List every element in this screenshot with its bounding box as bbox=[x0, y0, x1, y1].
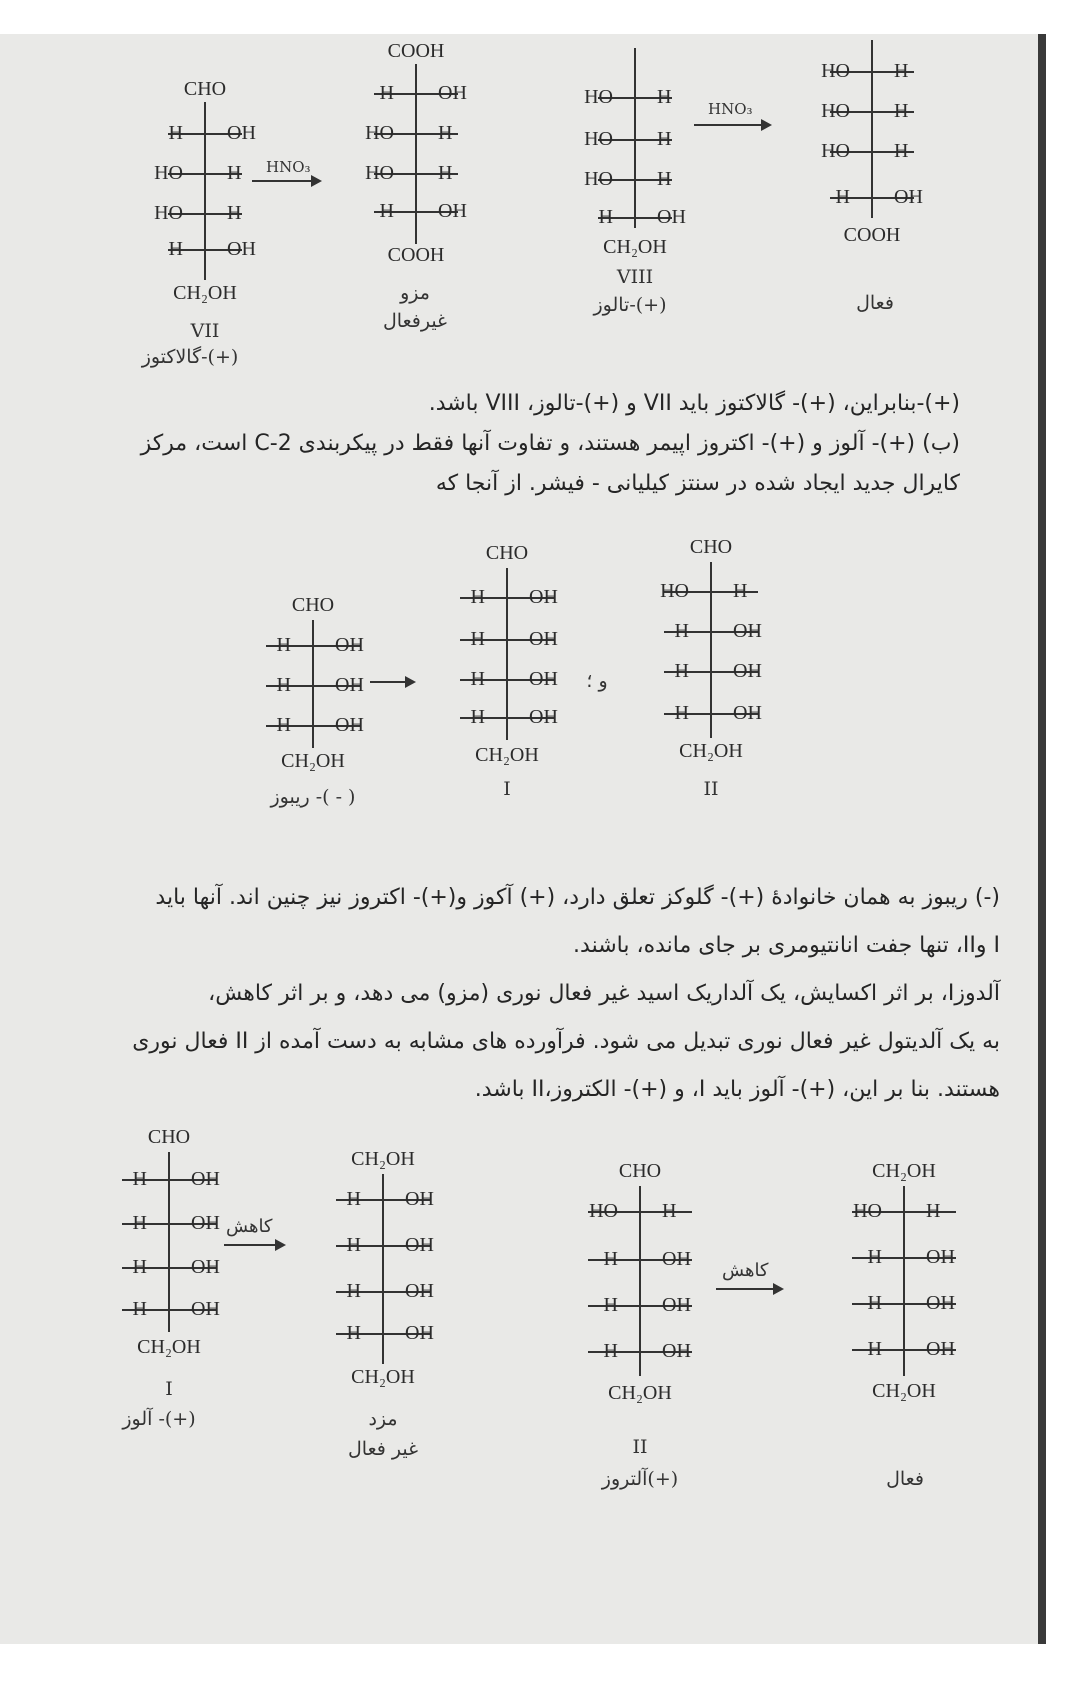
fischer-row: HO H bbox=[346, 162, 486, 186]
galactose-label: (+)-گالاکتوز bbox=[141, 346, 239, 368]
text-line: (+)-بنابراین، (+)- گالاکتوز باید VII و (+)-تالوز، VIII باشد. bbox=[428, 391, 960, 416]
fischer-row: H OH bbox=[168, 122, 256, 144]
numeral-i: I bbox=[503, 778, 511, 800]
fischer-row: HO H bbox=[802, 60, 942, 84]
fischer-row: H OH bbox=[636, 660, 786, 684]
top-group: COOH bbox=[387, 40, 445, 62]
fischer-row: HO H bbox=[802, 140, 942, 164]
fischer-row: H OH bbox=[432, 628, 582, 652]
reaction-arrow bbox=[224, 1244, 284, 1246]
reaction-arrow bbox=[252, 180, 320, 182]
fischer-active-acid bbox=[802, 40, 942, 270]
bottom-group: CH₂OH bbox=[281, 750, 345, 772]
paragraph-2 bbox=[40, 874, 1000, 1114]
fischer-row: H OH bbox=[94, 1168, 244, 1192]
bottom-group: CH₂OH bbox=[608, 1382, 672, 1404]
fischer-row: H OH bbox=[824, 1338, 984, 1362]
numeral-vii: VII bbox=[190, 320, 220, 342]
top-group: CHO bbox=[485, 542, 529, 564]
text-line: به یک آلدیتول غیر فعال نوری تبدیل می شود. فرآورده های مشابه به دست آمده از II فعال نوری bbox=[132, 1029, 1000, 1054]
fischer-row: HO H bbox=[584, 86, 672, 108]
fischer-row: H OH bbox=[432, 668, 582, 692]
fischer-row: H OH bbox=[308, 1280, 458, 1304]
bottom-group: CH₂OH bbox=[351, 1366, 415, 1388]
numeral-viii: VIII bbox=[616, 266, 654, 288]
bottom-group: COOH bbox=[843, 224, 901, 246]
bottom-group: CH₂OH bbox=[137, 1336, 201, 1358]
top-group: CHO bbox=[183, 78, 227, 100]
top-group: CH₂OH bbox=[872, 1160, 936, 1182]
fischer-row: HO H bbox=[346, 122, 486, 146]
fischer-row: H OH bbox=[824, 1292, 984, 1316]
top-group: CHO bbox=[291, 594, 335, 616]
fischer-structure-ii bbox=[636, 536, 786, 776]
arrow-label: کاهش bbox=[722, 1260, 769, 1281]
fischer-row: HO H bbox=[636, 580, 786, 604]
fischer-row: H OH bbox=[636, 620, 786, 644]
bottom-group: CH₂OH bbox=[603, 236, 667, 258]
fischer-row: H OH bbox=[168, 238, 256, 260]
top-group: CHO bbox=[147, 1126, 191, 1148]
fischer-row: H OH bbox=[238, 674, 388, 698]
fischer-meso-acid bbox=[346, 40, 486, 280]
top-group: CHO bbox=[689, 536, 733, 558]
reaction-arrow bbox=[370, 681, 414, 683]
fischer-row: H OH bbox=[598, 206, 686, 228]
book-page bbox=[0, 34, 1046, 1644]
numeral-ii: II bbox=[703, 778, 719, 800]
fischer-row: H OH bbox=[94, 1212, 244, 1236]
fischer-row: HO H bbox=[802, 100, 942, 124]
top-group: CHO bbox=[618, 1160, 662, 1182]
bottom-group: CH₂OH bbox=[475, 744, 539, 766]
ribose-label: ( - )- ریبوز bbox=[270, 786, 356, 808]
bottom-group: COOH bbox=[387, 244, 445, 266]
fischer-ribose bbox=[238, 594, 388, 784]
fischer-row: HO H bbox=[584, 168, 672, 190]
active-label: فعال bbox=[856, 292, 894, 314]
text-line: I وII، تنها جفت انانتیومری بر جای مانده، باشند. bbox=[573, 933, 1000, 958]
text-line: (-) ریبوز به همان خانوادهٔ (+)- گلوکز تعلق دارد، (+) آکوز و(+)- اکتروز نیز چنین اند. آنها باید bbox=[155, 885, 1000, 910]
fischer-structure-i bbox=[432, 542, 582, 782]
bottom-group: CH₂OH bbox=[872, 1380, 936, 1402]
fischer-galactose bbox=[140, 78, 270, 318]
paragraph-1 bbox=[60, 384, 960, 504]
arrow-label: HNO₃ bbox=[708, 100, 753, 118]
active-label: فعال bbox=[886, 1468, 924, 1490]
fischer-row: HO H bbox=[154, 202, 242, 224]
fischer-row: H OH bbox=[94, 1298, 244, 1322]
fischer-row: H OH bbox=[432, 586, 582, 610]
arrow-label: HNO₃ bbox=[266, 158, 311, 176]
fischer-row: HO H bbox=[584, 128, 672, 150]
top-group: CH₂OH bbox=[351, 1148, 415, 1170]
fischer-active-alditol bbox=[824, 1160, 984, 1410]
fischer-row: HO H bbox=[154, 162, 242, 184]
fischer-row: H OH bbox=[308, 1322, 458, 1346]
fischer-row: H OH bbox=[308, 1234, 458, 1258]
fischer-allose bbox=[94, 1126, 244, 1376]
fischer-row: H OH bbox=[802, 186, 942, 210]
talose-label: (+)-تالوز bbox=[593, 294, 667, 316]
fischer-row: H OH bbox=[560, 1294, 720, 1318]
inactive-label: غیرفعال bbox=[383, 310, 447, 332]
fischer-altrose bbox=[560, 1160, 720, 1410]
meso-label: مزد bbox=[368, 1408, 398, 1430]
text-line: (ب) (+)- آلوز و (+)- اکتروز اپیمر هستند، و تفاوت آنها فقط در پیکربندی C-2 است، مرکز bbox=[140, 431, 960, 456]
text-line: آلدوزI، بر اثر اکسایش، یک آلداریک اسید غیر فعال نوری (مزو) می دهد، و بر اثر کاهش، bbox=[208, 981, 1000, 1006]
meso-label: مزو bbox=[400, 282, 430, 304]
altrose-label: (+)آلتروز bbox=[601, 1468, 679, 1490]
inactive-label: غیر فعال bbox=[347, 1438, 419, 1460]
fischer-row: H OH bbox=[432, 706, 582, 730]
reaction-arrow bbox=[694, 124, 770, 126]
fischer-row: HO H bbox=[560, 1200, 720, 1224]
allose-label: (+)- آلوز bbox=[122, 1408, 196, 1430]
text-line: هستند. بنا بر این، (+)- آلوز باید I، و (+)- الکتروز،II باشد. bbox=[474, 1077, 1000, 1102]
fischer-meso-alditol bbox=[308, 1148, 458, 1398]
text-line: کایرال جدید ایجاد شده در سنتز کیلیانی - فیشر. از آنجا که bbox=[435, 471, 960, 496]
fischer-row: H OH bbox=[238, 634, 388, 658]
fischer-row: H OH bbox=[346, 82, 486, 106]
fischer-row: H OH bbox=[238, 714, 388, 738]
fischer-talose bbox=[570, 48, 700, 268]
reaction-arrow bbox=[716, 1288, 782, 1290]
fischer-row: H OH bbox=[824, 1246, 984, 1270]
numeral-i: I bbox=[165, 1378, 173, 1400]
bottom-group: CH₂OH bbox=[679, 740, 743, 762]
arrow-label: کاهش bbox=[226, 1216, 273, 1237]
fischer-row: H OH bbox=[94, 1256, 244, 1280]
fischer-row: H OH bbox=[346, 200, 486, 224]
fischer-row: HO H bbox=[824, 1200, 984, 1224]
fischer-row: H OH bbox=[560, 1340, 720, 1364]
bottom-group: CH₂OH bbox=[173, 282, 237, 304]
fischer-row: H OH bbox=[560, 1248, 720, 1272]
fischer-row: H OH bbox=[308, 1188, 458, 1212]
separator-and: و ؛ bbox=[586, 670, 608, 692]
fischer-row: H OH bbox=[636, 702, 786, 726]
numeral-ii: II bbox=[632, 1436, 648, 1458]
